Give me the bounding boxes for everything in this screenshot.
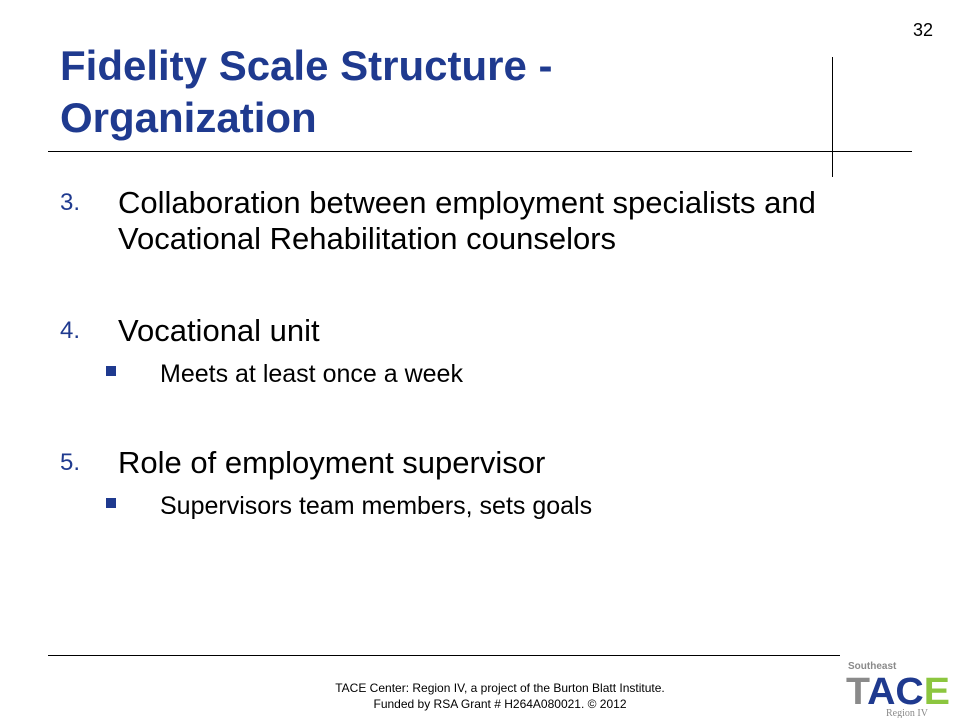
list-item-5 (60, 445, 900, 521)
footer-line-2: Funded by RSA Grant # H264A080021. © 2012 (373, 697, 627, 711)
title-line-2: Organization (60, 94, 317, 141)
sub-bullet-item (60, 359, 900, 389)
footer-text (280, 680, 720, 712)
item-number: 5. (60, 449, 81, 476)
logo-main-text: TACE (846, 671, 950, 713)
item-number: 4. (60, 317, 81, 344)
footer-divider (48, 655, 840, 656)
item-text: Role of employment supervisor (118, 445, 546, 480)
item-text: Collaboration between employment specialists and Vocational Rehabilitation counselors (118, 185, 816, 256)
title-divider-vertical (832, 57, 833, 177)
title-divider-horizontal (48, 151, 912, 152)
logo-top-text: Southeast (848, 661, 897, 672)
item-text: Vocational unit (118, 313, 320, 348)
title-line-1: Fidelity Scale Structure - (60, 42, 553, 89)
square-bullet-icon (106, 366, 116, 376)
item-number: 3. (60, 189, 81, 216)
footer-line-1: TACE Center: Region IV, a project of the Burton Blatt Institute. (335, 681, 665, 695)
list-item-3 (60, 185, 900, 257)
square-bullet-icon (106, 498, 116, 508)
slide-number: 32 (912, 20, 934, 40)
slide-title (60, 40, 820, 144)
list-item-4 (60, 313, 900, 389)
tace-logo (846, 658, 950, 718)
sub-bullet-text: Meets at least once a week (160, 360, 463, 388)
sub-bullet-text: Supervisors team members, sets goals (160, 492, 593, 520)
sub-bullet-item (60, 491, 900, 521)
logo-bottom-text: Region IV (886, 708, 928, 718)
